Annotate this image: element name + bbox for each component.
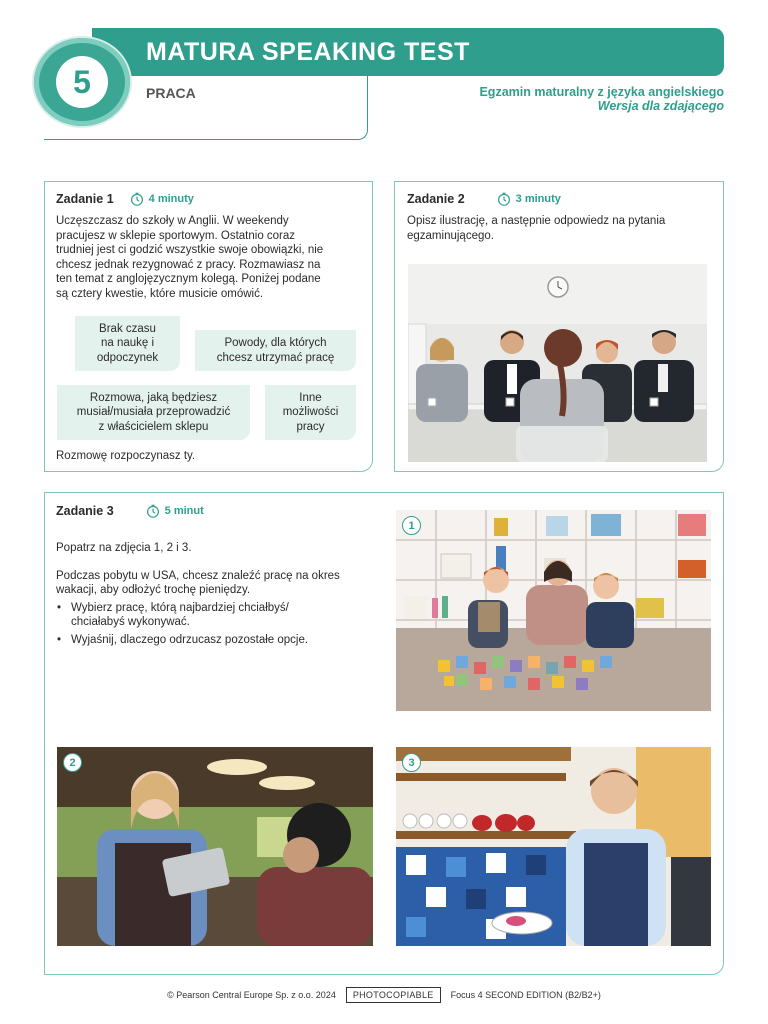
photo-number-1: 1 (402, 516, 421, 535)
kitchen-worker-illustration (396, 747, 711, 946)
task2-header (407, 192, 561, 206)
chip-line: Inne (299, 391, 322, 404)
chip-line: odpoczynek (96, 351, 159, 364)
chip-line: pracy (296, 420, 325, 433)
discussion-point-1 (75, 316, 180, 371)
chip-line: Powody, dla których (224, 337, 327, 349)
task1-header (56, 192, 194, 206)
interview-photo (408, 264, 707, 462)
photo-3 (396, 747, 711, 946)
photo-2 (57, 747, 373, 946)
task3-time: 5 minut (164, 505, 204, 517)
task3-header (56, 504, 204, 518)
task3-intro: Popatrz na zdjęcia 1, 2 i 3. (56, 542, 192, 554)
page-footer (0, 987, 768, 1003)
task2-panel (394, 181, 724, 472)
edition-text: Focus 4 SECOND EDITION (B2/B2+) (450, 990, 601, 1000)
chip-line: Rozmowa, jaką będziesz (89, 391, 218, 404)
text-line: egzaminującego. (407, 229, 494, 242)
text-line: Podczas pobytu w USA, chcesz znaleźć pracę na okres (56, 569, 340, 582)
task2-timer (497, 192, 561, 206)
task1-time: 4 minuty (148, 193, 194, 205)
task1-instructions (56, 214, 368, 301)
exam-name: Egzamin maturalny z języka angielskiego (479, 85, 724, 99)
text-line: • Wybierz pracę, którą najbardziej chciałbyś/ (71, 601, 289, 614)
interview-illustration (408, 264, 707, 462)
photocopiable-label: PHOTOCOPIABLE (346, 987, 441, 1003)
task3-paragraph (56, 569, 376, 598)
photo-number-3: 3 (402, 753, 421, 772)
text-line: chciałabyś wykonywać. (71, 616, 190, 628)
chip-line: możliwości (282, 406, 339, 419)
chip-line: musiał/musiała przeprowadzić (76, 406, 231, 419)
chip-line: na naukę i (100, 337, 155, 350)
photo-number-2: 2 (63, 753, 82, 772)
task1-timer (130, 192, 194, 206)
discussion-point-2 (195, 330, 356, 371)
task1-closing: Rozmowę rozpoczynasz ty. (56, 450, 196, 462)
exam-version: Wersja dla zdającego (597, 99, 724, 113)
chip-line: z właścicielem sklepu (98, 420, 209, 433)
discussion-point-4 (265, 385, 356, 440)
photo-1 (396, 510, 711, 711)
task3-bullet-list (56, 601, 376, 648)
text-line: są cztery kwestie, które musicie omówić. (56, 287, 264, 300)
task3-title: Zadanie 3 (56, 504, 114, 518)
chip-line: chcesz utrzymać pracę (216, 351, 335, 364)
task3-timer (146, 504, 204, 518)
text-line: wakacji, aby odłożyć trochę pieniędzy. (56, 584, 251, 596)
childcare-illustration (396, 510, 711, 711)
task2-title: Zadanie 2 (407, 192, 465, 206)
unit-number-badge (34, 38, 130, 126)
task3-bullet-2: • Wyjaśnij, dlaczego odrzucasz pozostałe opcje. (56, 633, 376, 648)
task2-instructions (407, 214, 717, 243)
stopwatch-icon (130, 192, 144, 206)
copyright-text: © Pearson Central Europe Sp. z o.o. 2024 (167, 990, 336, 1000)
text-line: trudniej jest ci godzić wszystkie swoje obowiązki, nie (56, 244, 324, 256)
unit-number: 5 (56, 56, 108, 108)
task3-bullet-1 (56, 601, 376, 630)
waitress-illustration (57, 747, 373, 946)
text-line: ten temat z anglojęzycznym kolegą. Poniżej podane (56, 273, 321, 285)
chip-line: Brak czasu (99, 322, 156, 335)
task1-title: Zadanie 1 (56, 192, 114, 206)
text-line: Opisz ilustrację, a następnie odpowiedz na pytania (407, 215, 666, 227)
stopwatch-icon (146, 504, 160, 518)
task2-time: 3 minuty (515, 193, 561, 205)
task1-panel (44, 181, 373, 472)
task3-panel (44, 492, 724, 975)
text-line: chcesz jednak rezygnować z pracy. Rozmawiasz na (56, 258, 321, 271)
discussion-point-3 (57, 385, 250, 440)
unit-topic: PRACA (146, 85, 196, 101)
text-line: pracujesz w sklepie sportowym. Ostatnio coraz (56, 229, 296, 242)
task3-instructions (56, 541, 376, 647)
text-line: Uczęszczasz do szkoły w Anglii. W weekendy (56, 215, 289, 227)
stopwatch-icon (497, 192, 511, 206)
page-title: MATURA SPEAKING TEST (146, 38, 470, 66)
